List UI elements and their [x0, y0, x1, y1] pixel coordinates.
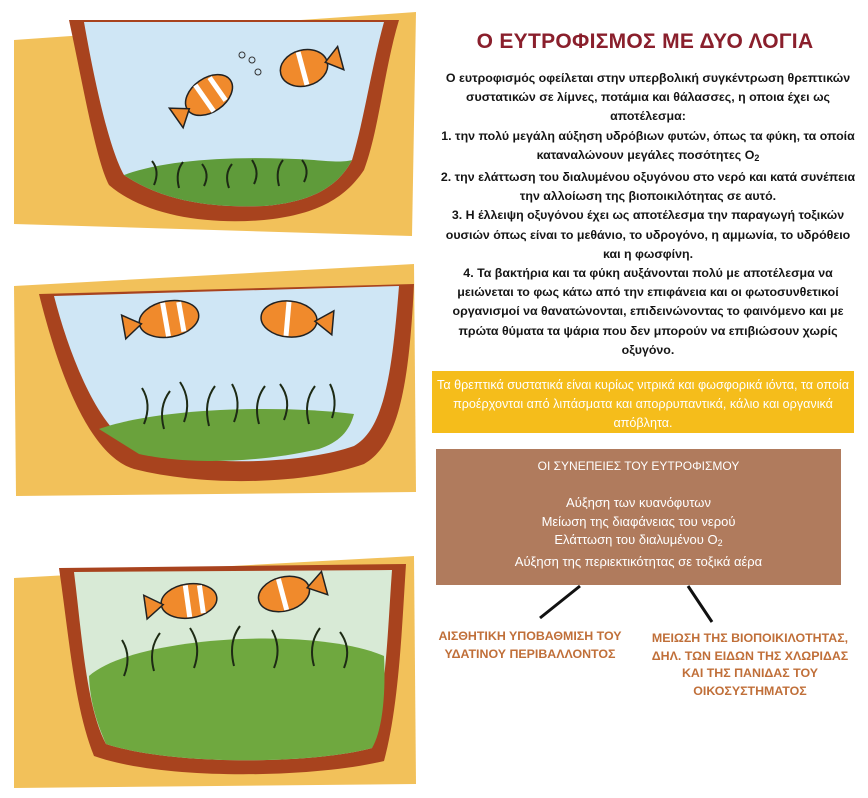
- consequences-box: [436, 449, 841, 585]
- intro-point-4: 4. Τα βακτήρια και τα φύκη αυξάνονται πολύ με αποτέλεσμα να μειώνεται το φως κάτω από την επιφάνεια και οι φωτοσυνθετικοί οργανισμοί να θανατώνονται, επιδεινώνοντας το φαινόμενο και με πρώτα θύματα τα ψάρια που δεν μπορούν να επιβιώσουν χωρίς οξυγόνο.: [452, 266, 844, 357]
- consequences-title: ΟΙ ΣΥΝΕΠΕΙΕΣ ΤΟΥ ΕΥΤΡΟΦΙΣΜΟΥ: [537, 459, 740, 473]
- illustration-algal-overgrowth: [14, 556, 416, 788]
- consequence-item: Αύξηση των κυανόφυτων: [566, 495, 711, 510]
- intro-point-1: 1. την πολύ μεγάλη αύξηση υδρόβιων φυτών, όπως τα φύκη, τα οποία καταναλώνουν μεγάλες ποσότητες $O_2$: [441, 128, 855, 163]
- intro-point-2: 2. την ελάττωση του διαλυμένου οξυγόνου στο νερό και κατά συνέπεια την αλλοίωση της βιοποικιλότητας σε αυτό.: [440, 170, 856, 204]
- intro-lead: Ο ευτροφισμός οφείλεται στην υπερβολική συγκέντρωση θρεπτικών συστατικών σε λίμνες, ποτάμια και θάλασσες, η οποια έχει ως αποτέλεσμα:: [445, 71, 851, 124]
- connector-right: [688, 586, 712, 622]
- connector-left: [540, 586, 580, 618]
- nutrients-info-box: Τα θρεπτικά συστατικά είναι κυρίως νιτρικά και φωσφορικά ιόντα, τα οποία προέρχονται από λιπάσματα και απορρυπαντικά, κάλιο και οργανικά απόβλητα.: [432, 371, 854, 433]
- outcome-biodiversity-loss: ΜΕΙΩΣΗ ΤΗΣ ΒΙΟΠΟΙΚΙΛΟΤΗΤΑΣ, ΔΗΛ. ΤΩΝ ΕΙΔΩΝ ΤΗΣ ΧΛΩΡΙΔΑΣ ΚΑΙ ΤΗΣ ΠΑΝΙΔΑΣ ΤΟΥ ΟΙΚΟΣΥΣΤΗΜΑΤΟΣ: [651, 631, 849, 698]
- illustration-clear-pond: [14, 10, 416, 240]
- intro-text: [438, 69, 858, 360]
- illustration-plant-growth: [14, 264, 416, 496]
- outcome-aesthetic-degradation: ΑΙΣΘΗΤΙΚΗ ΥΠΟΒΑΘΜΙΣΗ ΤΟΥ ΥΔΑΤΙΝΟΥ ΠΕΡΙΒΑΛΛΟΝΤΟΣ: [438, 629, 622, 661]
- consequence-item: Μείωση της διαφάνειας του νερού: [541, 513, 736, 529]
- intro-point-3: 3. Η έλλειψη οξυγόνου έχει ως αποτέλεσμα την παραγωγή τοξικών ουσιών όπως είναι το μεθάνιο, το υδρογόνο, η αμμωνία, το υδρόθειο και η φωσφίνη.: [445, 208, 851, 261]
- consequences-list: [436, 494, 841, 571]
- consequence-item: Ελάττωση του διαλυμένου $O_2$: [554, 532, 723, 548]
- consequence-item: Αύξηση της περιεκτικότητας σε τοξικά αέρα: [514, 553, 763, 569]
- page-title: Ο ΕΥΤΡΟΦΙΣΜΟΣ ΜΕ ΔΥΟ ΛΟΓΙΑ: [476, 30, 814, 53]
